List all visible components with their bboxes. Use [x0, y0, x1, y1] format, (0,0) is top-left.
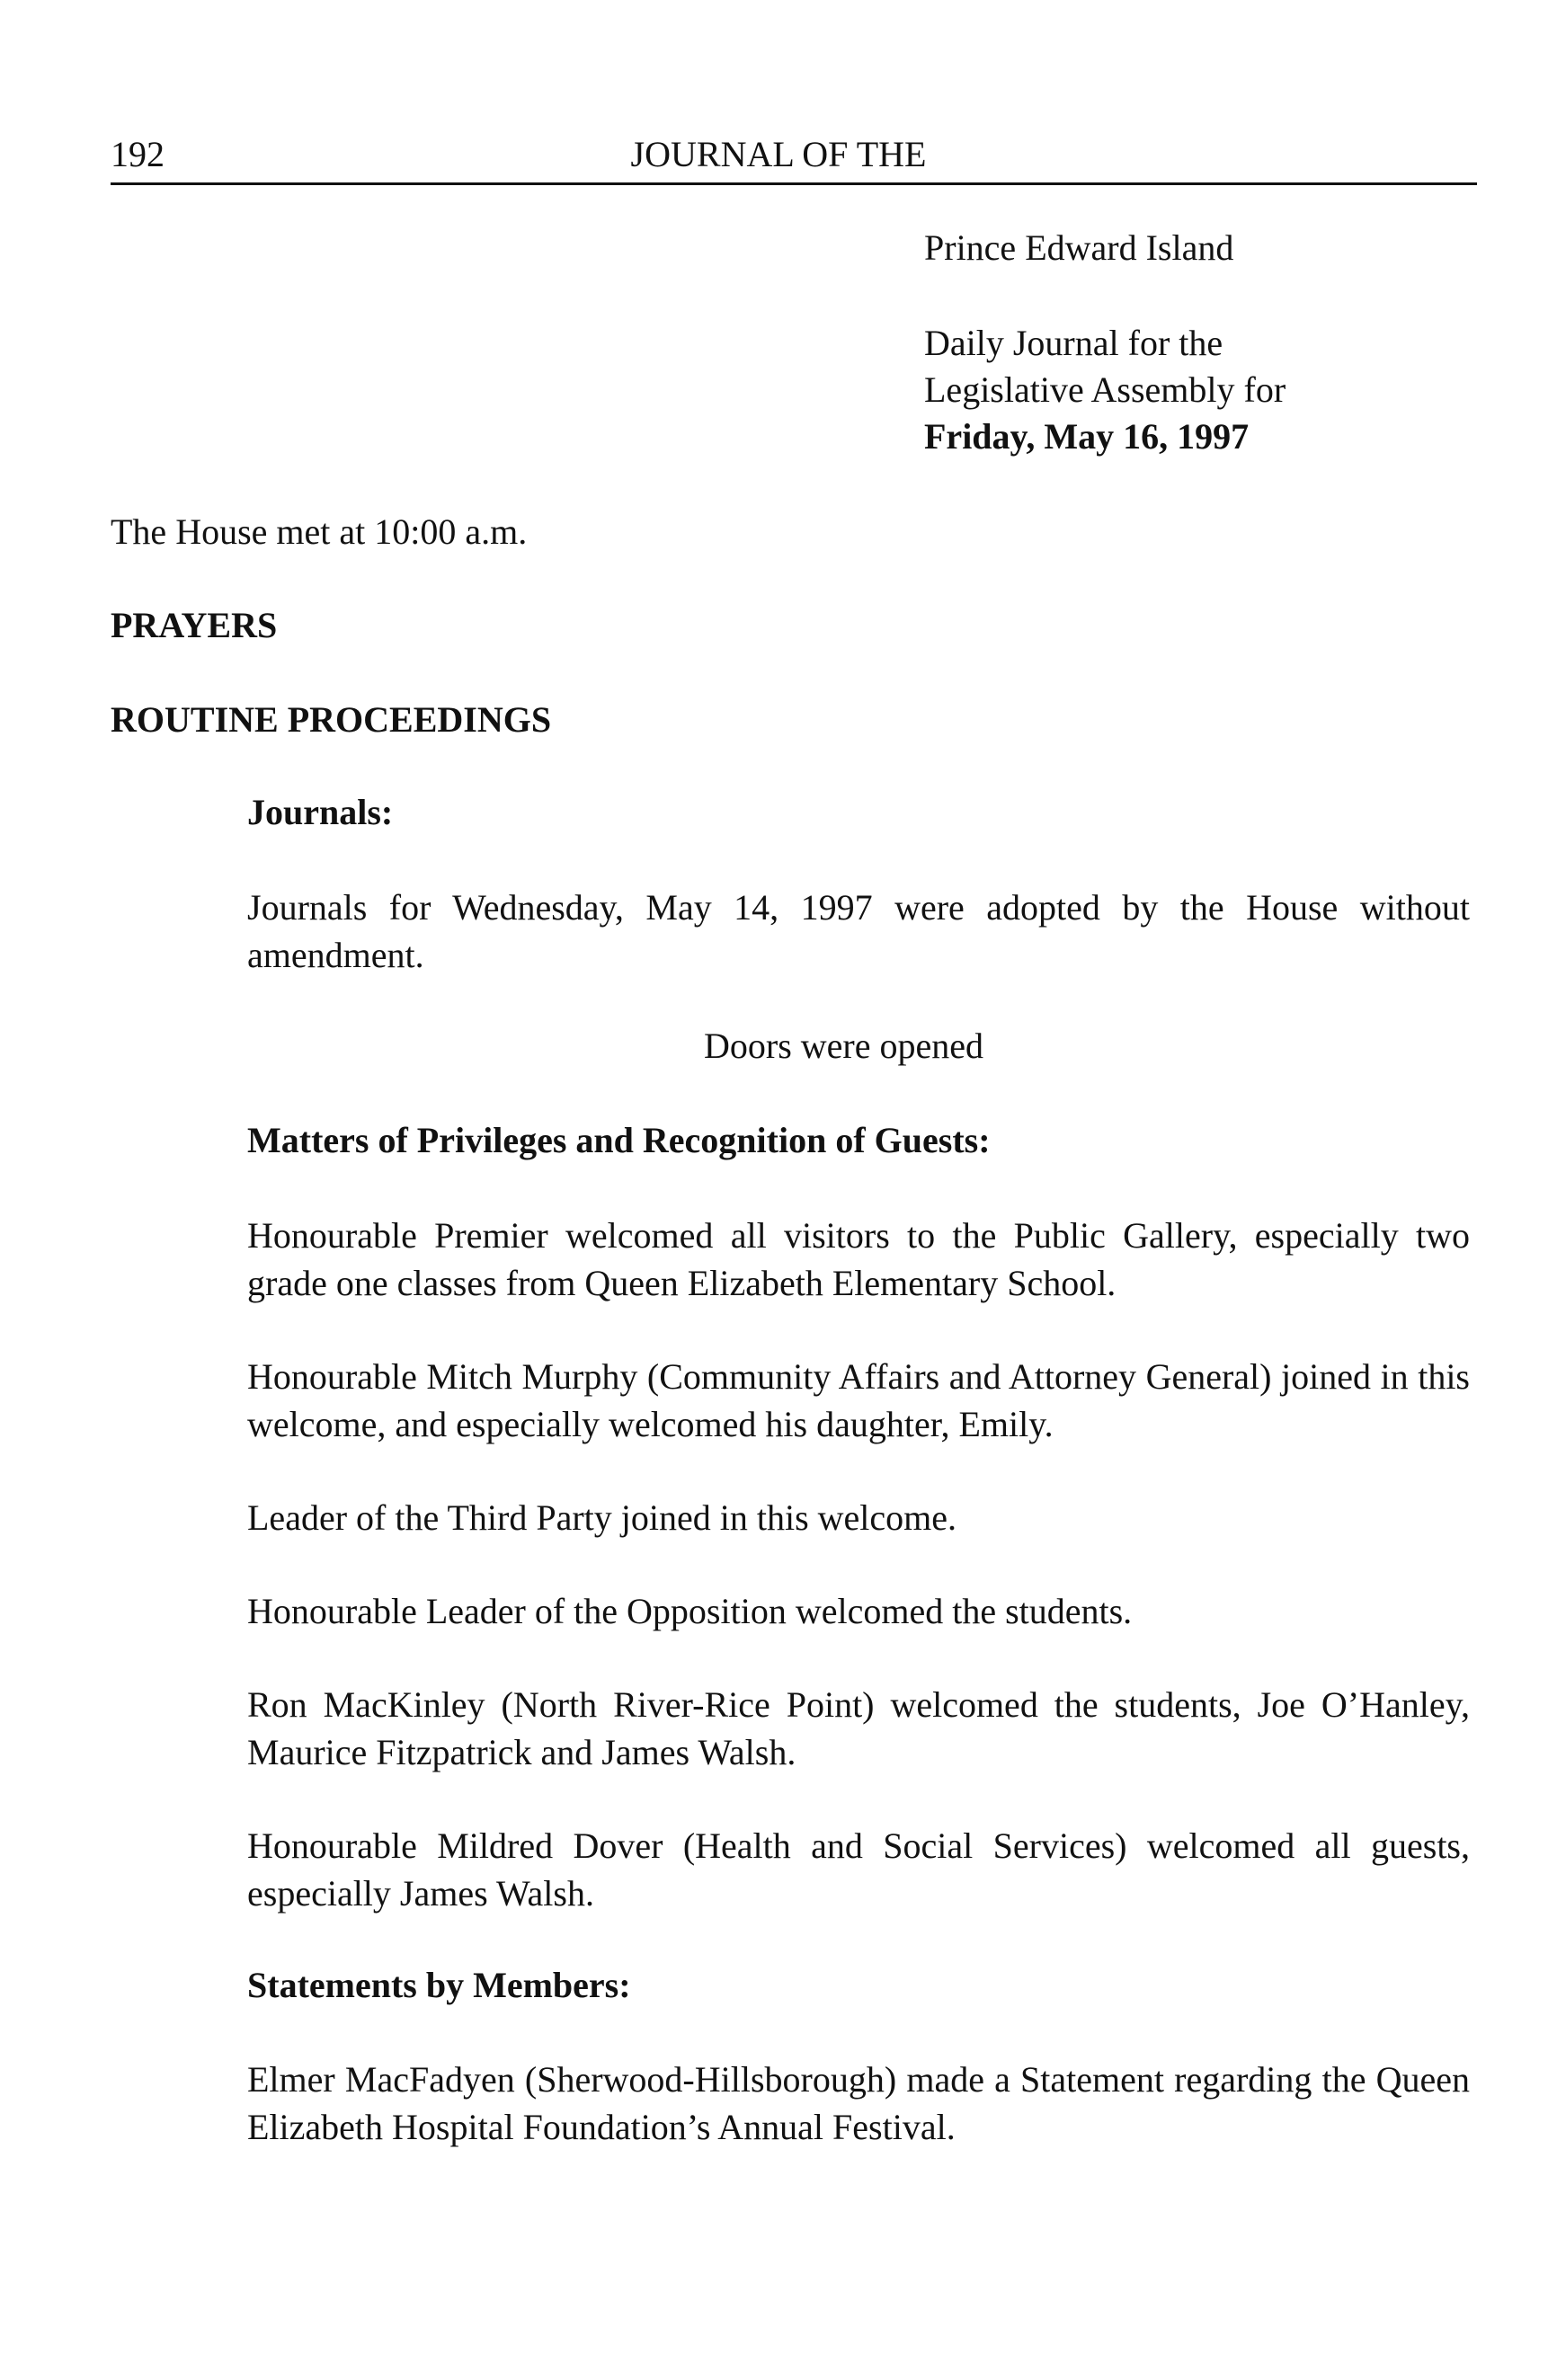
header-rule [111, 182, 1477, 185]
prayers-heading: PRAYERS [111, 605, 278, 645]
journals-paragraph: Journals for Wednesday, May 14, 1997 were adopted by the House without amendment. [247, 887, 1470, 975]
running-title: JOURNAL OF THE [630, 134, 927, 174]
sitting-date: Friday, May 16, 1997 [924, 416, 1250, 457]
journal-line-2: Legislative Assembly for [924, 369, 1286, 410]
statements-heading: Statements by Members: [247, 1965, 631, 2005]
page-number: 192 [111, 134, 165, 174]
privileges-paragraph: Ron MacKinley (North River-Rice Point) welcomed the students, Joe O’Hanley, Maurice Fitzpatrick and James Walsh. [247, 1684, 1470, 1772]
statements-paragraph: Elmer MacFadyen (Sherwood-Hillsborough) made a Statement regarding the Queen Elizabeth Hospital Foundation’s Annual Festival. [247, 2059, 1470, 2147]
routine-proceedings-heading: ROUTINE PROCEEDINGS [111, 699, 552, 740]
privileges-paragraph: Honourable Mitch Murphy (Community Affairs and Attorney General) joined in this welcome, and especially welcomed his daughter, Emily. [247, 1356, 1470, 1444]
journal-line-1: Daily Journal for the [924, 323, 1223, 363]
privileges-paragraph: Honourable Leader of the Opposition welcomed the students. [247, 1591, 1133, 1631]
opening-line: The House met at 10:00 a.m. [111, 511, 528, 552]
doors-opened-note: Doors were opened [704, 1026, 983, 1066]
journals-heading: Journals: [247, 792, 394, 832]
privileges-paragraph: Honourable Mildred Dover (Health and Social Services) welcomed all guests, especially James Walsh. [247, 1825, 1470, 1914]
privileges-paragraph: Leader of the Third Party joined in this welcome. [247, 1497, 957, 1538]
privileges-paragraph: Honourable Premier welcomed all visitors to the Public Gallery, especially two grade one classes from Queen Elizabeth Elementary School. [247, 1215, 1470, 1303]
province-name: Prince Edward Island [924, 227, 1234, 268]
privileges-heading: Matters of Privileges and Recognition of Guests: [247, 1120, 991, 1160]
